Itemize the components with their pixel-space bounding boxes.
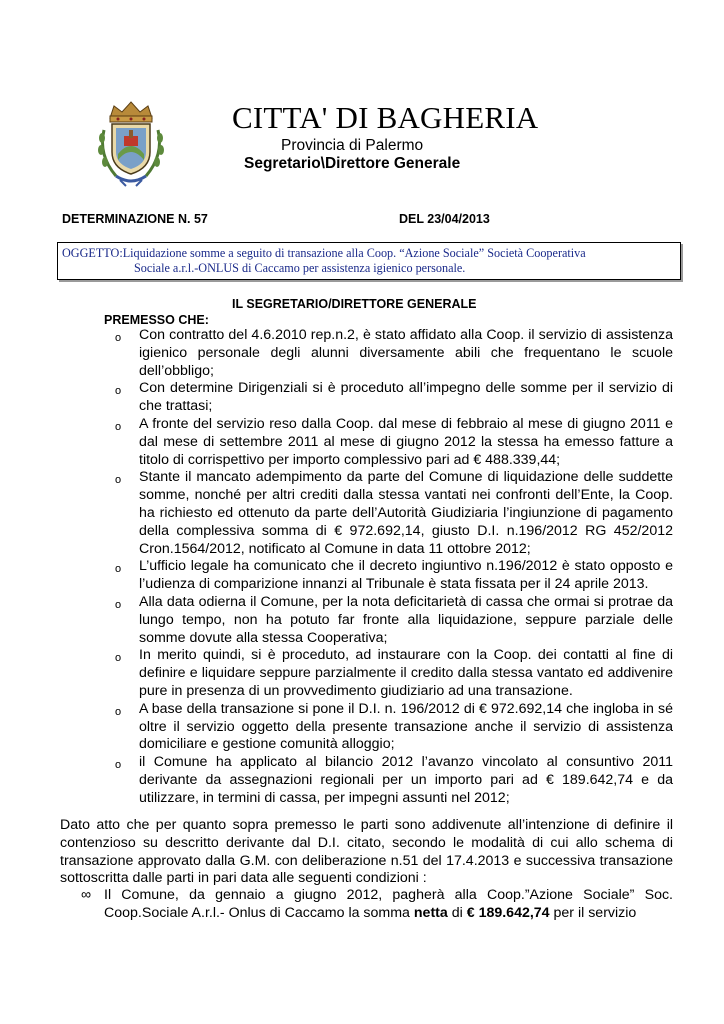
subject-line-1: OGGETTO:Liquidazione somme a seguito di transazione alla Coop. “Azione Sociale” Società Cooperativa	[62, 246, 586, 260]
condition-text-start: Il Comune, da gennaio a giugno 2012, pagherà alla Coop.”Azione Sociale” Soc. Coop.Sociale A.r.l.- Onlus di Caccamo la somma	[104, 887, 673, 921]
list-item-text: A fronte del servizio reso dalla Coop. dal mese di febbraio al mese di giugno 2011 e dal mese di settembre 2011 al mese di giugno 2012 la stessa ha emesso fatture a titolo di corrispettivo per importo complessivo pari ad € 488.339,44;	[139, 415, 673, 468]
list-item-text: Con determine Dirigenziali si è proceduto all’impegno delle somme per il servizio di che trattasi;	[139, 380, 673, 415]
list-item-text: In merito quindi, si è proceduto, ad instaurare con la Coop. dei contatti al fine di definire e liquidare seppure parzialmente il credito dalla stessa vantato ed addivenire pure in presenza di un provvedimento giudiziario ad una transazione.	[139, 647, 673, 699]
list-item	[115, 469, 673, 558]
circle-bullet-icon: o	[115, 652, 122, 665]
circle-bullet-icon: o	[115, 385, 122, 398]
condition-bold-amount: € 189.642,74	[466, 904, 550, 921]
premesso-heading: PREMESSO CHE:	[104, 313, 209, 327]
determination-date: DEL 23/04/2013	[399, 212, 490, 226]
condition-text-end: per il servizio	[549, 904, 637, 921]
city-crest-logo	[96, 100, 166, 188]
circle-bullet-icon: o	[115, 563, 122, 576]
list-item-text: Con contratto del 4.6.2010 rep.n.2, è stato affidato alla Coop. il servizio di assistenza igienico personale degli alunni diversamente abili che frequentano le scuole dell’obbligo;	[139, 327, 673, 379]
province-label: Provincia di Palermo	[281, 137, 424, 154]
list-item	[115, 754, 673, 807]
list-item	[115, 416, 673, 469]
condition-text-mid: di	[447, 904, 467, 921]
circle-bullet-icon: o	[115, 420, 122, 433]
circle-bullet-icon: o	[115, 474, 122, 487]
list-item-text: il Comune ha applicato al bilancio 2012 l’avanzo vincolato al consuntivo 2011 derivante da assegnazioni regionali per un importo pari ad € 189.642,74 e da utilizzare, in termini di cassa, per impegni assunti nel 2012;	[139, 754, 673, 806]
circle-bullet-icon: o	[115, 705, 122, 718]
office-label: Segretario\Direttore Generale	[244, 155, 461, 172]
circle-bullet-icon: o	[115, 598, 122, 611]
subject-box	[57, 242, 681, 280]
premises-list	[115, 327, 673, 808]
circle-bullet-icon: o	[115, 759, 122, 772]
infinity-bullet-icon: ∞	[81, 887, 92, 903]
section-heading: IL SEGRETARIO/DIRETTORE GENERALE	[232, 297, 477, 311]
city-title: CITTA' DI BAGHERIA	[232, 100, 539, 135]
list-item	[115, 647, 673, 700]
condition-text	[104, 887, 673, 923]
determination-number: DETERMINAZIONE N. 57	[62, 212, 208, 226]
condition-item	[81, 887, 673, 923]
list-item-text: A base della transazione si pone il D.I. n. 196/2012 di € 972.692,14 che ingloba in sé oltre il servizio oggetto della presente transazione anche il servizio di assistenza domiciliare e gestione comunità alloggio;	[139, 700, 673, 753]
list-item-text: L’ufficio legale ha comunicato che il decreto ingiuntivo n.196/2012 è stato opposto e l’udienza di comparizione innanzi al Tribunale è stata fissata per il 24 aprile 2013.	[139, 558, 673, 593]
circle-bullet-icon: o	[115, 332, 122, 344]
list-item	[115, 558, 673, 594]
list-item	[115, 380, 673, 416]
list-item-text: Stante il mancato adempimento da parte del Comune di liquidazione delle suddette somme, nonché per altri crediti dalla stessa vantati nei confronti dell’Ente, la Coop. ha richiesto ed ottenuto da parte dell’Autorità Giudiziaria l’ingiunzione di pagamento della complessiva somma di € 972.692,14, giusto D.I. n.196/2012 RG 452/2012 Cron.1564/2012, notificato al Comune in data 11 ottobre 2012;	[139, 469, 673, 557]
dato-atto-paragraph: Dato atto che per quanto sopra premesso le parti sono addivenute all’intenzione di definire il contenzioso su descritto derivante dal D.I. citato, secondo le modalità di cui allo schema di transazione approvato dalla G.M. con deliberazione n.51 del 17.4.2013 e successiva transazione sottoscritta dalle parti in pari data alle seguenti condizioni :	[60, 817, 673, 887]
subject-line-2: Sociale a.r.l.-ONLUS di Caccamo per assistenza igienico personale.	[134, 261, 466, 275]
list-item	[115, 701, 673, 754]
list-item-text: Alla data odierna il Comune, per la nota deficitarietà di cassa che ormai si protrae da lungo tempo, non ha potuto far fronte alla liquidazione, seppure parziale delle somme dovute alla stessa Cooperativa;	[139, 593, 673, 646]
list-item	[115, 327, 673, 380]
list-item	[115, 594, 673, 647]
condition-bold-netta: netta	[413, 904, 448, 921]
